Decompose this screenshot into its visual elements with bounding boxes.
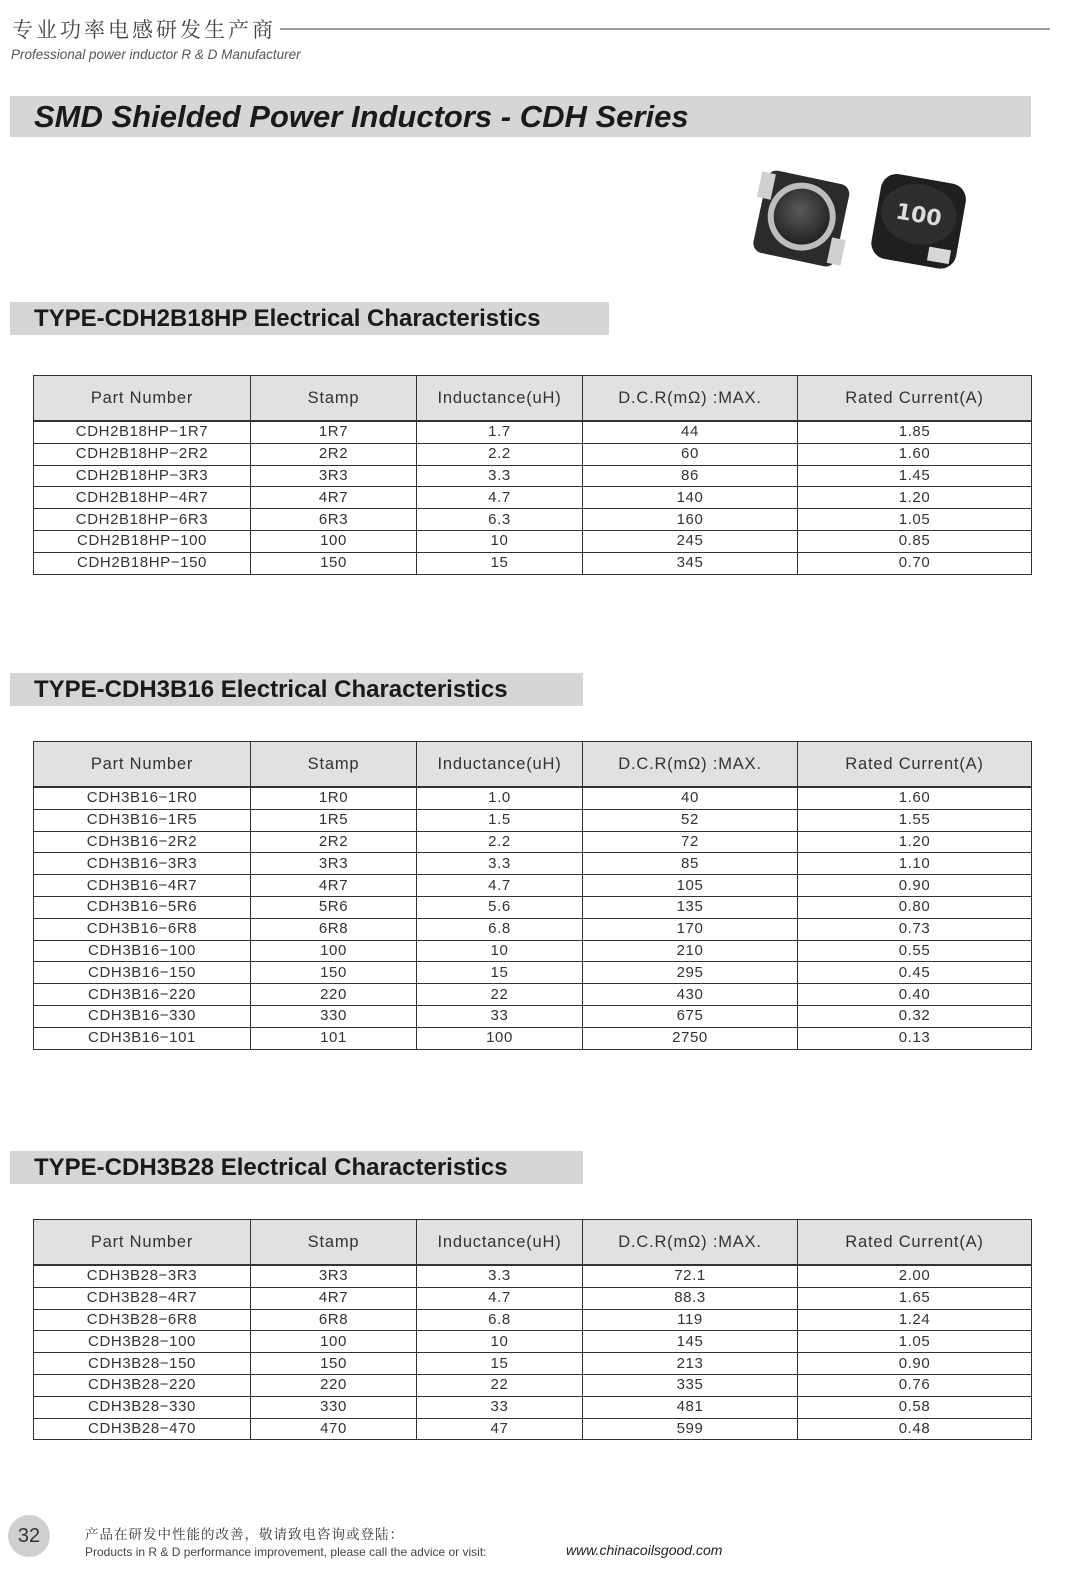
cell-current: 0.13 <box>798 1027 1032 1049</box>
cell-dcr: 170 <box>583 918 798 940</box>
page-number: 32 <box>17 1525 41 1547</box>
cell-stamp: 100 <box>251 1331 417 1353</box>
cell-dcr: 675 <box>583 1005 798 1027</box>
table-row <box>34 1309 1032 1331</box>
cell-current: 0.58 <box>798 1396 1032 1418</box>
cell-dcr: 335 <box>583 1374 798 1396</box>
cell-part-number: CDH3B16−1R0 <box>34 787 251 809</box>
cell-dcr: 72 <box>583 831 798 853</box>
col-dcr-max: D.C.R(mΩ) :MAX. <box>583 1220 798 1266</box>
cell-current: 1.60 <box>798 787 1032 809</box>
cell-inductance: 1.5 <box>417 809 583 831</box>
cell-current: 1.24 <box>798 1309 1032 1331</box>
col-inductance: Inductance(uH) <box>417 376 583 422</box>
cell-stamp: 6R3 <box>251 509 417 531</box>
table-row <box>34 896 1032 918</box>
col-rated-current: Rated Current(A) <box>798 742 1032 788</box>
table-row <box>34 1353 1032 1375</box>
table-row <box>34 853 1032 875</box>
cell-part-number: CDH3B16−5R6 <box>34 896 251 918</box>
cell-dcr: 295 <box>583 962 798 984</box>
table-header-row <box>34 1220 1032 1266</box>
cell-dcr: 40 <box>583 787 798 809</box>
cell-stamp: 1R7 <box>251 421 417 443</box>
table-row <box>34 1265 1032 1287</box>
cell-inductance: 10 <box>417 940 583 962</box>
cell-stamp: 4R7 <box>251 487 417 509</box>
cell-current: 1.60 <box>798 443 1032 465</box>
cell-inductance: 15 <box>417 552 583 574</box>
cell-part-number: CDH3B16−6R8 <box>34 918 251 940</box>
table-row <box>34 530 1032 552</box>
cell-current: 1.20 <box>798 487 1032 509</box>
cell-part-number: CDH3B28−6R8 <box>34 1309 251 1331</box>
col-part-number: Part Number <box>34 376 251 422</box>
cell-current: 0.80 <box>798 896 1032 918</box>
cell-stamp: 6R8 <box>251 918 417 940</box>
col-stamp: Stamp <box>251 742 417 788</box>
cell-part-number: CDH3B28−470 <box>34 1418 251 1440</box>
cell-inductance: 1.7 <box>417 421 583 443</box>
cell-part-number: CDH3B16−1R5 <box>34 809 251 831</box>
col-rated-current: Rated Current(A) <box>798 1220 1032 1266</box>
cell-inductance: 15 <box>417 1353 583 1375</box>
cell-current: 1.05 <box>798 1331 1032 1353</box>
cell-stamp: 330 <box>251 1005 417 1027</box>
col-inductance: Inductance(uH) <box>417 742 583 788</box>
table-row <box>34 918 1032 940</box>
cell-inductance: 6.8 <box>417 918 583 940</box>
cell-inductance: 22 <box>417 984 583 1006</box>
cell-stamp: 220 <box>251 984 417 1006</box>
col-dcr-max: D.C.R(mΩ) :MAX. <box>583 742 798 788</box>
cell-dcr: 160 <box>583 509 798 531</box>
cell-current: 0.90 <box>798 1353 1032 1375</box>
table-row <box>34 809 1032 831</box>
cell-inductance: 1.0 <box>417 787 583 809</box>
table-row <box>34 984 1032 1006</box>
cell-stamp: 4R7 <box>251 875 417 897</box>
cell-part-number: CDH2B18HP−150 <box>34 552 251 574</box>
cell-current: 0.48 <box>798 1418 1032 1440</box>
table-row <box>34 487 1032 509</box>
col-stamp: Stamp <box>251 1220 417 1266</box>
cell-inductance: 33 <box>417 1005 583 1027</box>
cell-current: 0.70 <box>798 552 1032 574</box>
cell-inductance: 4.7 <box>417 487 583 509</box>
table-row <box>34 831 1032 853</box>
cell-current: 1.10 <box>798 853 1032 875</box>
table-row <box>34 1331 1032 1353</box>
cell-dcr: 430 <box>583 984 798 1006</box>
footer-note-en: Products in R & D performance improvement, please call the advice or visit: <box>85 1545 487 1559</box>
cell-part-number: CDH3B16−220 <box>34 984 251 1006</box>
col-part-number: Part Number <box>34 742 251 788</box>
cell-part-number: CDH3B28−100 <box>34 1331 251 1353</box>
cell-stamp: 100 <box>251 940 417 962</box>
cell-part-number: CDH3B16−3R3 <box>34 853 251 875</box>
brand-subtitle-en: Professional power inductor R & D Manufacturer <box>11 47 301 62</box>
cell-current: 0.40 <box>798 984 1032 1006</box>
cell-dcr: 140 <box>583 487 798 509</box>
cell-inductance: 6.8 <box>417 1309 583 1331</box>
cell-dcr: 135 <box>583 896 798 918</box>
cell-inductance: 4.7 <box>417 1287 583 1309</box>
cell-stamp: 3R3 <box>251 853 417 875</box>
cell-current: 1.45 <box>798 465 1032 487</box>
cell-part-number: CDH3B16−100 <box>34 940 251 962</box>
cell-inductance: 10 <box>417 530 583 552</box>
cell-stamp: 220 <box>251 1374 417 1396</box>
table-row <box>34 443 1032 465</box>
table-row <box>34 509 1032 531</box>
table-row <box>34 1374 1032 1396</box>
product-photo <box>748 166 970 270</box>
cell-dcr: 86 <box>583 465 798 487</box>
cell-inductance: 33 <box>417 1396 583 1418</box>
cell-inductance: 6.3 <box>417 509 583 531</box>
cell-current: 0.90 <box>798 875 1032 897</box>
cell-stamp: 2R2 <box>251 831 417 853</box>
cell-part-number: CDH3B28−4R7 <box>34 1287 251 1309</box>
cell-dcr: 245 <box>583 530 798 552</box>
cell-part-number: CDH2B18HP−4R7 <box>34 487 251 509</box>
cell-current: 0.32 <box>798 1005 1032 1027</box>
cell-dcr: 2750 <box>583 1027 798 1049</box>
brand-title-cn: 专业功率电感研发生产商 <box>12 18 276 42</box>
cell-inductance: 10 <box>417 1331 583 1353</box>
spec-table-cdh3b28 <box>33 1219 1032 1440</box>
spec-table-cdh2b18hp <box>33 375 1032 575</box>
cell-dcr: 599 <box>583 1418 798 1440</box>
cell-dcr: 213 <box>583 1353 798 1375</box>
cell-current: 0.76 <box>798 1374 1032 1396</box>
table-row <box>34 940 1032 962</box>
cell-inductance: 100 <box>417 1027 583 1049</box>
cell-part-number: CDH3B16−150 <box>34 962 251 984</box>
cell-stamp: 101 <box>251 1027 417 1049</box>
cell-dcr: 119 <box>583 1309 798 1331</box>
cell-stamp: 150 <box>251 1353 417 1375</box>
cell-inductance: 2.2 <box>417 831 583 853</box>
cell-part-number: CDH3B28−150 <box>34 1353 251 1375</box>
product-marking: 100 <box>893 199 944 233</box>
cell-part-number: CDH2B18HP−6R3 <box>34 509 251 531</box>
table-row <box>34 421 1032 443</box>
table-row <box>34 1418 1032 1440</box>
website-link[interactable]: www.chinacoilsgood.com <box>566 1542 723 1558</box>
table-row <box>34 1027 1032 1049</box>
cell-stamp: 150 <box>251 552 417 574</box>
cell-dcr: 44 <box>583 421 798 443</box>
cell-dcr: 105 <box>583 875 798 897</box>
cell-inductance: 5.6 <box>417 896 583 918</box>
cell-current: 1.20 <box>798 831 1032 853</box>
cell-dcr: 60 <box>583 443 798 465</box>
table-header-row <box>34 376 1032 422</box>
cell-stamp: 1R5 <box>251 809 417 831</box>
cell-current: 0.85 <box>798 530 1032 552</box>
cell-stamp: 2R2 <box>251 443 417 465</box>
cell-dcr: 88.3 <box>583 1287 798 1309</box>
cell-current: 2.00 <box>798 1265 1032 1287</box>
cell-stamp: 4R7 <box>251 1287 417 1309</box>
col-dcr-max: D.C.R(mΩ) :MAX. <box>583 376 798 422</box>
col-stamp: Stamp <box>251 376 417 422</box>
section-title-cdh3b28: TYPE-CDH3B28 Electrical Characteristics <box>34 1154 508 1181</box>
table-header-row <box>34 742 1032 788</box>
cell-part-number: CDH3B16−4R7 <box>34 875 251 897</box>
table-row <box>34 787 1032 809</box>
section-title-cdh3b16: TYPE-CDH3B16 Electrical Characteristics <box>34 676 508 703</box>
cell-current: 1.85 <box>798 421 1032 443</box>
table-row <box>34 465 1032 487</box>
cell-inductance: 47 <box>417 1418 583 1440</box>
cell-inductance: 4.7 <box>417 875 583 897</box>
cell-stamp: 330 <box>251 1396 417 1418</box>
cell-dcr: 52 <box>583 809 798 831</box>
cell-dcr: 85 <box>583 853 798 875</box>
cell-stamp: 5R6 <box>251 896 417 918</box>
cell-part-number: CDH3B28−3R3 <box>34 1265 251 1287</box>
cell-current: 0.73 <box>798 918 1032 940</box>
table-row <box>34 552 1032 574</box>
cell-inductance: 15 <box>417 962 583 984</box>
col-inductance: Inductance(uH) <box>417 1220 583 1266</box>
cell-part-number: CDH3B28−330 <box>34 1396 251 1418</box>
cell-stamp: 1R0 <box>251 787 417 809</box>
table-row <box>34 1396 1032 1418</box>
cell-part-number: CDH3B16−2R2 <box>34 831 251 853</box>
table-row <box>34 875 1032 897</box>
section-title-cdh2b18hp: TYPE-CDH2B18HP Electrical Characteristics <box>34 305 541 332</box>
cell-stamp: 3R3 <box>251 1265 417 1287</box>
spec-table-cdh3b16 <box>33 741 1032 1050</box>
cell-dcr: 72.1 <box>583 1265 798 1287</box>
cell-dcr: 145 <box>583 1331 798 1353</box>
cell-stamp: 6R8 <box>251 1309 417 1331</box>
table-row <box>34 1287 1032 1309</box>
cell-inductance: 3.3 <box>417 465 583 487</box>
cell-part-number: CDH3B16−330 <box>34 1005 251 1027</box>
cell-current: 0.45 <box>798 962 1032 984</box>
cell-part-number: CDH2B18HP−3R3 <box>34 465 251 487</box>
cell-dcr: 481 <box>583 1396 798 1418</box>
cell-dcr: 210 <box>583 940 798 962</box>
cell-part-number: CDH3B16−101 <box>34 1027 251 1049</box>
cell-part-number: CDH2B18HP−2R2 <box>34 443 251 465</box>
cell-inductance: 3.3 <box>417 1265 583 1287</box>
cell-stamp: 3R3 <box>251 465 417 487</box>
cell-part-number: CDH2B18HP−1R7 <box>34 421 251 443</box>
cell-dcr: 345 <box>583 552 798 574</box>
cell-inductance: 3.3 <box>417 853 583 875</box>
header-divider <box>280 28 1050 30</box>
cell-current: 1.65 <box>798 1287 1032 1309</box>
col-rated-current: Rated Current(A) <box>798 376 1032 422</box>
cell-current: 0.55 <box>798 940 1032 962</box>
cell-current: 1.05 <box>798 509 1032 531</box>
cell-stamp: 470 <box>251 1418 417 1440</box>
col-part-number: Part Number <box>34 1220 251 1266</box>
cell-part-number: CDH3B28−220 <box>34 1374 251 1396</box>
series-title: SMD Shielded Power Inductors - CDH Series <box>34 99 689 134</box>
cell-stamp: 150 <box>251 962 417 984</box>
footer-note-cn: 产品在研发中性能的改善，敬请致电咨询或登陆： <box>85 1527 404 1543</box>
cell-inductance: 2.2 <box>417 443 583 465</box>
cell-current: 1.55 <box>798 809 1032 831</box>
table-row <box>34 962 1032 984</box>
cell-part-number: CDH2B18HP−100 <box>34 530 251 552</box>
cell-stamp: 100 <box>251 530 417 552</box>
cell-inductance: 22 <box>417 1374 583 1396</box>
table-row <box>34 1005 1032 1027</box>
